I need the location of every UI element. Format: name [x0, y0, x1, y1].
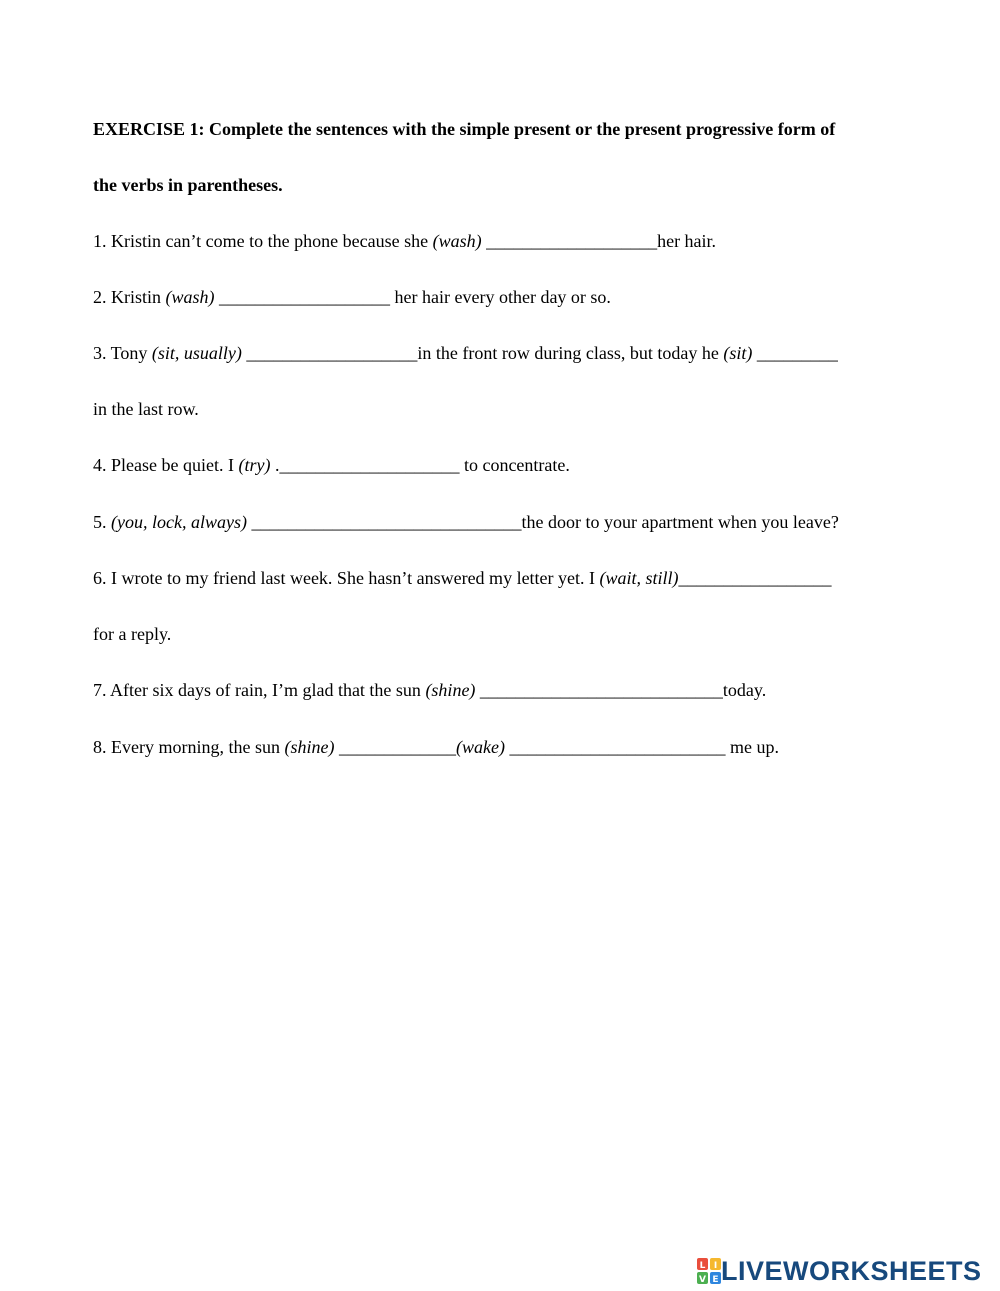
- sentence-text: _________: [752, 343, 838, 363]
- item-row: [93, 398, 199, 420]
- logo-tiles-icon: [697, 1258, 721, 1284]
- logo-tile-letter: L: [699, 1261, 706, 1271]
- sentence-text: ________________________ me up.: [504, 737, 779, 757]
- item-row: [93, 623, 171, 645]
- logo-text: LIVEWORKSHEETS: [721, 1256, 982, 1286]
- item-number: 7.: [93, 680, 107, 700]
- sentence-text: ______________________________the door to your apartment when you leave?: [246, 512, 839, 532]
- sentence-text: ___________________her hair.: [481, 231, 717, 251]
- exercise-title-line1: EXERCISE 1: Complete the sentences with the simple present or the present progressive form of: [93, 119, 836, 139]
- item-number: 8.: [93, 737, 107, 757]
- sentence-text: Tony: [106, 343, 152, 363]
- sentence-text: After six days of rain, I’m glad that the sun: [106, 680, 426, 700]
- sentence-text: for a reply.: [93, 624, 172, 644]
- sentence-text: Kristin: [106, 287, 166, 307]
- item-number: 2.: [93, 287, 107, 307]
- sentence-text: ___________________ her hair every other day or so.: [214, 287, 611, 307]
- logo-tile-letter: E: [712, 1275, 719, 1284]
- verb-hint: (try): [238, 455, 271, 475]
- logo-tile-letter: I: [713, 1261, 718, 1271]
- item-number: 1.: [93, 231, 107, 251]
- item-row: [93, 342, 838, 364]
- item-row: [93, 511, 839, 533]
- item-number: 3.: [93, 343, 107, 363]
- verb-hint: (shine): [284, 737, 335, 757]
- verb-hint: (wash): [165, 287, 215, 307]
- sentence-text: _____________: [334, 737, 456, 757]
- verb-hint: (wait, still): [599, 568, 679, 588]
- sentence-text: ___________________________today.: [475, 680, 767, 700]
- verb-hint: (sit): [723, 343, 753, 363]
- sentence-text: _________________: [678, 568, 832, 588]
- sentence-text: Kristin can’t come to the phone because she: [106, 231, 433, 251]
- verb-hint: (wash): [432, 231, 482, 251]
- verb-hint: (wake): [455, 737, 505, 757]
- item-row: [93, 286, 611, 308]
- exercise-title-line2: the verbs in parentheses.: [93, 175, 283, 195]
- item-row: [93, 736, 779, 758]
- item-number: 4.: [93, 455, 107, 475]
- item-row: [93, 454, 570, 476]
- sentence-text: .____________________ to concentrate.: [270, 455, 570, 475]
- sentence-text: I wrote to my friend last week. She hasn’t answered my letter yet. I: [106, 568, 600, 588]
- sentence-text: Please be quiet. I: [106, 455, 239, 475]
- verb-hint: (shine): [425, 680, 476, 700]
- liveworksheets-logo[interactable]: [697, 1257, 982, 1285]
- logo-tile-letter: V: [699, 1275, 706, 1284]
- sentence-text: Every morning, the sun: [106, 737, 285, 757]
- item-row: [93, 567, 832, 589]
- item-row: [93, 230, 716, 252]
- sentence-text: ___________________in the front row during class, but today he: [241, 343, 724, 363]
- verb-hint: (sit, usually): [151, 343, 242, 363]
- sentence-text: in the last row.: [93, 399, 199, 419]
- item-number: 5.: [93, 512, 107, 532]
- item-number: 6.: [93, 568, 107, 588]
- verb-hint: (you, lock, always): [111, 512, 247, 532]
- item-row: [93, 679, 766, 701]
